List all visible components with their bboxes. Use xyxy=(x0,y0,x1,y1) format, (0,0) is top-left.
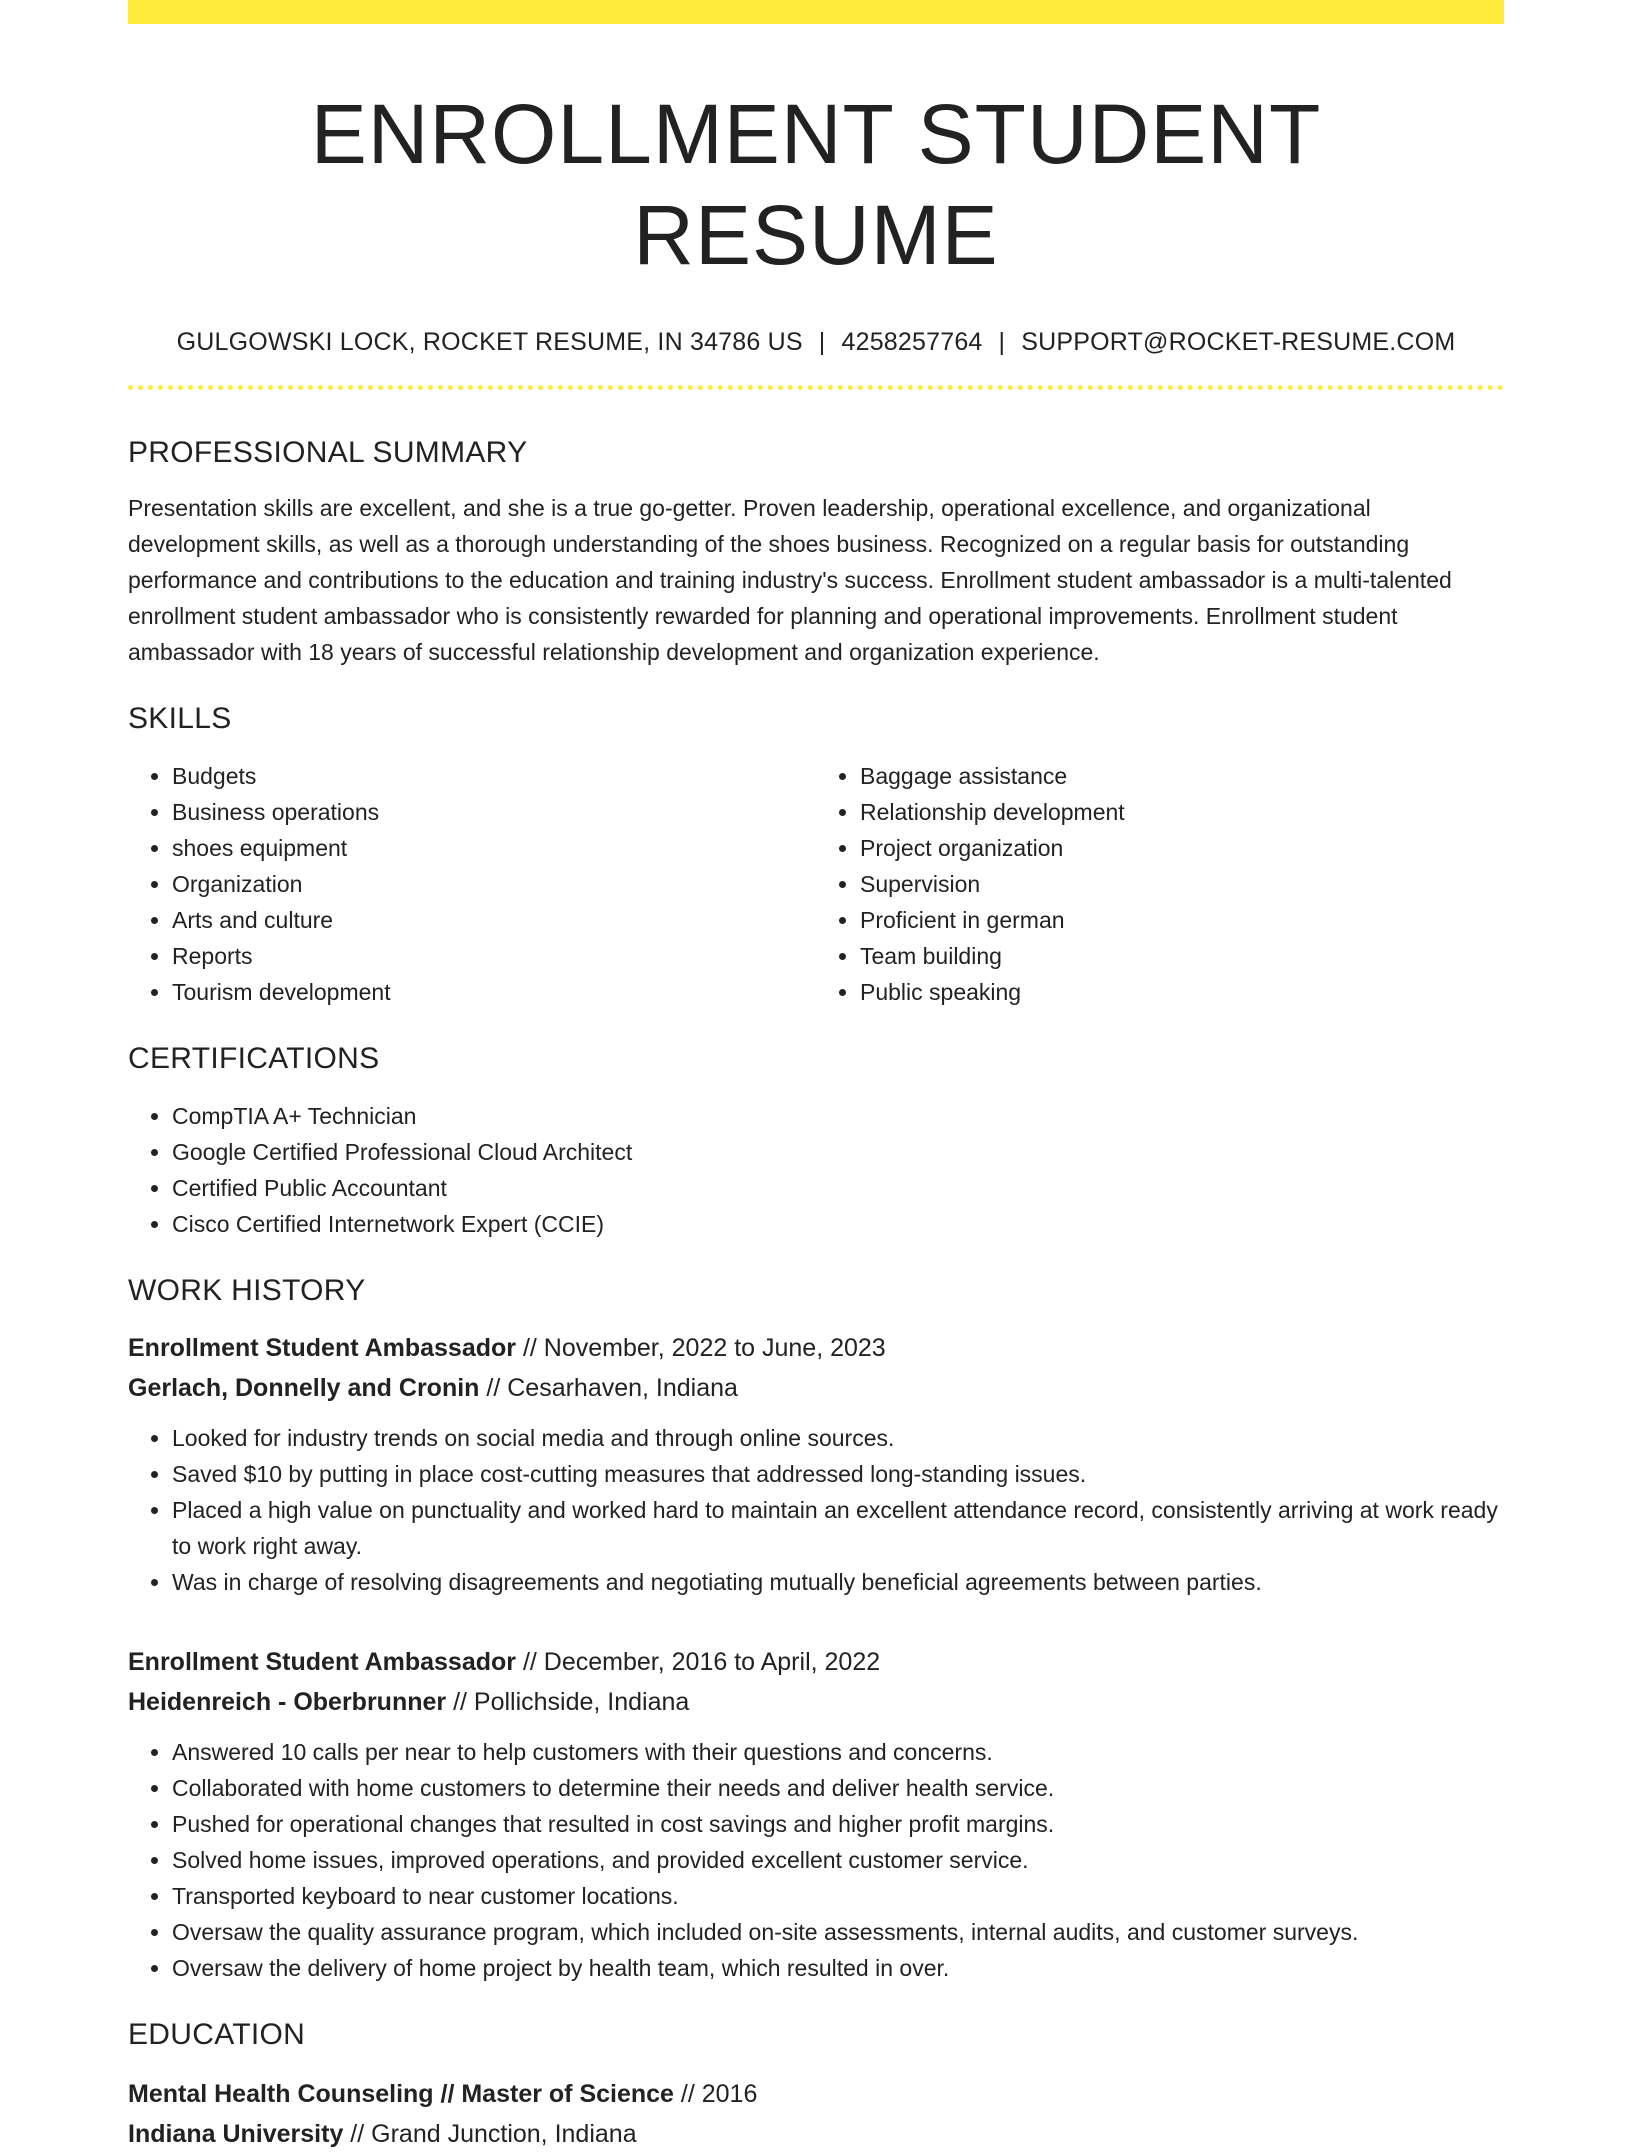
education-heading: EDUCATION xyxy=(128,2017,306,2051)
skill-item: • shoes equipment xyxy=(172,830,816,866)
education-degree: Mental Health Counseling // Master of Science xyxy=(128,2079,674,2108)
job-dates: // November, 2022 to June, 2023 xyxy=(516,1333,886,1362)
skill-item: • Budgets xyxy=(172,758,816,794)
skill-item: • Baggage assistance xyxy=(860,758,1504,794)
skills-list-right xyxy=(816,758,1504,1010)
certifications-list xyxy=(128,1098,1504,1242)
skill-item: • Supervision xyxy=(860,866,1504,902)
dotted-divider xyxy=(128,385,1504,390)
summary-heading: PROFESSIONAL SUMMARY xyxy=(128,435,528,469)
resume-page xyxy=(128,0,1504,2154)
job-bullet: • Was in charge of resolving disagreements and negotiating mutually beneficial agreements between parties. xyxy=(172,1564,1504,1600)
job-bullet: • Looked for industry trends on social media and through online sources. xyxy=(172,1420,1504,1456)
job-company: Gerlach, Donnelly and Cronin xyxy=(128,1373,480,1402)
job-bullet: • Placed a high value on punctuality and worked hard to maintain an excellent attendance record, consistently arriving at work ready to work right away. xyxy=(172,1492,1504,1564)
skill-item: • Reports xyxy=(172,938,816,974)
job-company: Heidenreich - Oberbrunner xyxy=(128,1687,447,1716)
work-history-heading: WORK HISTORY xyxy=(128,1273,366,1307)
education-school-line xyxy=(128,2114,1504,2154)
skill-item: • Proficient in german xyxy=(860,902,1504,938)
job-bullet: • Pushed for operational changes that resulted in cost savings and higher profit margins. xyxy=(172,1806,1504,1842)
job-entry xyxy=(128,1328,1504,1600)
skills-list-left xyxy=(128,758,816,1010)
skill-item: • Team building xyxy=(860,938,1504,974)
skill-item: • Tourism development xyxy=(172,974,816,1010)
job-dates: // December, 2016 to April, 2022 xyxy=(516,1647,881,1676)
contact-address: GULGOWSKI LOCK, ROCKET RESUME, IN 34786 US xyxy=(176,327,803,356)
skill-item: • Organization xyxy=(172,866,816,902)
education-year: // 2016 xyxy=(673,2079,758,2108)
job-bullet: • Saved $10 by putting in place cost-cutting measures that addressed long-standing issues. xyxy=(172,1456,1504,1492)
job-location: // Pollichside, Indiana xyxy=(446,1687,690,1716)
skill-item: • Public speaking xyxy=(860,974,1504,1010)
job-bullet: • Transported keyboard to near customer locations. xyxy=(172,1878,1504,1914)
job-location: // Cesarhaven, Indiana xyxy=(479,1373,738,1402)
job-role-line xyxy=(128,1328,1504,1368)
contact-line xyxy=(128,328,1504,357)
education-degree-line xyxy=(128,2074,1504,2114)
education-school: Indiana University xyxy=(128,2119,344,2148)
contact-separator: | xyxy=(998,327,1006,356)
skill-item: • Arts and culture xyxy=(172,902,816,938)
skills-heading: SKILLS xyxy=(128,701,232,735)
contact-email: SUPPORT@ROCKET-RESUME.COM xyxy=(1021,327,1456,356)
job-role: Enrollment Student Ambassador xyxy=(128,1647,517,1676)
job-role: Enrollment Student Ambassador xyxy=(128,1333,517,1362)
certification-item: • Certified Public Accountant xyxy=(172,1170,1504,1206)
job-role-line xyxy=(128,1642,1504,1682)
job-bullet: • Answered 10 calls per near to help customers with their questions and concerns. xyxy=(172,1734,1504,1770)
skill-item: • Business operations xyxy=(172,794,816,830)
certification-item: • Cisco Certified Internetwork Expert (CCIE) xyxy=(172,1206,1504,1242)
top-accent-bar xyxy=(128,0,1504,24)
skill-item: • Relationship development xyxy=(860,794,1504,830)
job-bullet: • Oversaw the delivery of home project by health team, which resulted in over. xyxy=(172,1950,1504,1986)
job-bullet: • Solved home issues, improved operations, and provided excellent customer service. xyxy=(172,1842,1504,1878)
job-bullets xyxy=(128,1734,1504,1986)
summary-text: Presentation skills are excellent, and she is a true go-getter. Proven leadership, operational excellence, and organizational development skills, as well as a thorough understanding of the shoes business. Recognized on a regular basis for outstanding performance and contributions to the education and training industry's success. Enrollment student ambassador is a multi-talented enrollment student ambassador who is consistently rewarded for planning and operational improvements. Enrollment student ambassador with 18 years of successful relationship development and organization experience. xyxy=(128,494,1452,665)
certification-item: • Google Certified Professional Cloud Architect xyxy=(172,1134,1504,1170)
skill-item: • Project organization xyxy=(860,830,1504,866)
education-location: // Grand Junction, Indiana xyxy=(343,2119,637,2148)
job-company-line xyxy=(128,1682,1504,1722)
job-bullet: • Oversaw the quality assurance program, which included on-site assessments, internal audits, and customer surveys. xyxy=(172,1914,1504,1950)
job-entry xyxy=(128,1642,1504,1986)
contact-separator: | xyxy=(818,327,826,356)
skills-columns xyxy=(128,758,1504,1010)
resume-title: ENROLLMENT STUDENT RESUME xyxy=(310,87,1322,282)
job-bullet: • Collaborated with home customers to determine their needs and deliver health service. xyxy=(172,1770,1504,1806)
contact-phone: 4258257764 xyxy=(841,327,983,356)
job-bullets xyxy=(128,1420,1504,1600)
certifications-heading: CERTIFICATIONS xyxy=(128,1041,380,1075)
certification-item: • CompTIA A+ Technician xyxy=(172,1098,1504,1134)
job-company-line xyxy=(128,1368,1504,1408)
